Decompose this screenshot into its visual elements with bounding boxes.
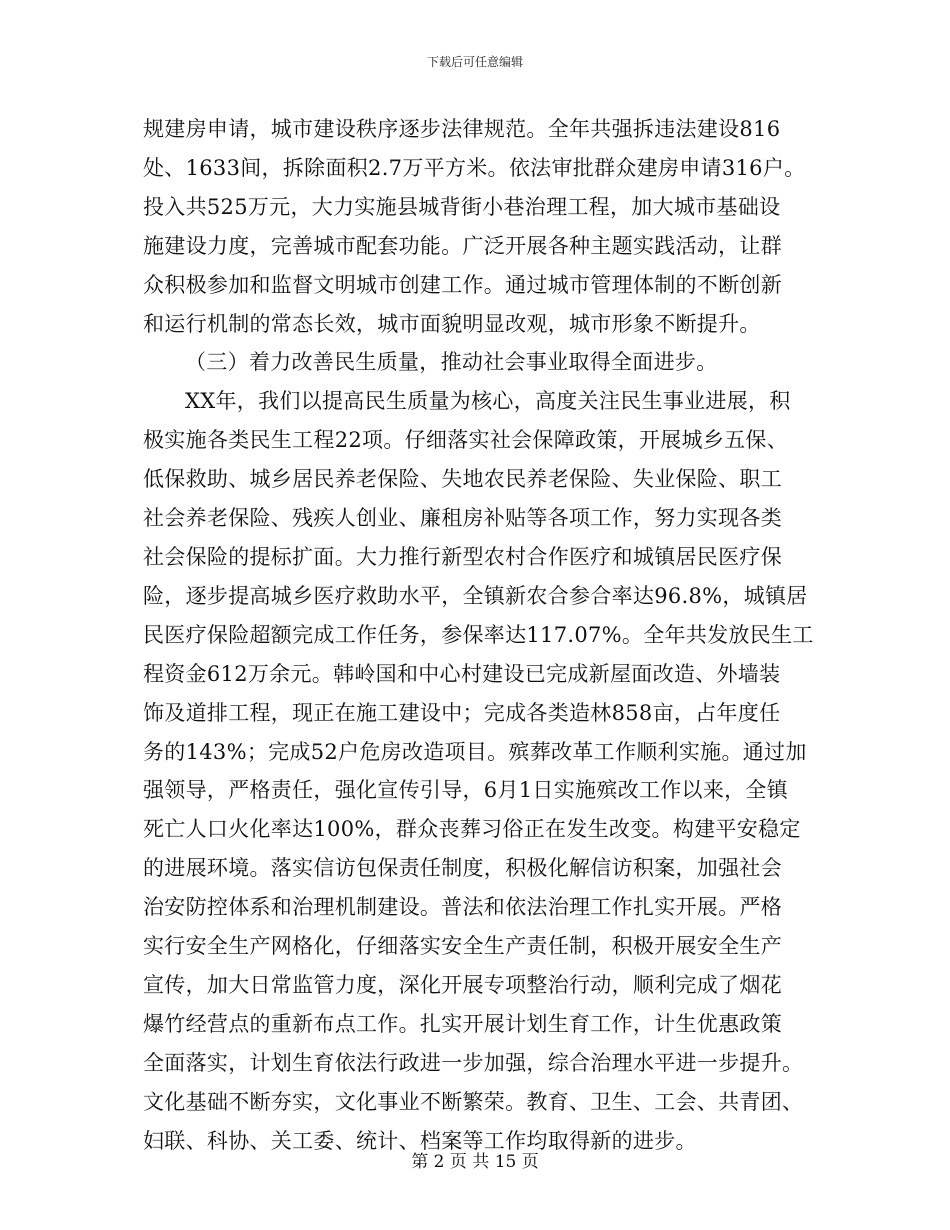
text-line: 强领导，严格责任，强化宣传引导，6月1日实施殡改工作以来，全镇 — [143, 778, 789, 803]
text-line: XX年，我们以提高民生质量为核心，高度关注民生事业进展，积 — [185, 389, 791, 414]
text-line: 规建房申请，城市建设秩序逐步法律规范。全年共强拆违法建设816 — [143, 117, 781, 141]
text-line: 爆竹经营点的重新布点工作。扎实开展计划生育工作，计生优惠政策 — [143, 1011, 782, 1036]
page-header-note: 下载后可任意编辑 — [426, 55, 523, 69]
text-line: 饰及道排工程，现正在施工建设中；完成各类造林858亩，占年度任 — [143, 700, 781, 725]
text-line: 程资金612万余元。韩岭国和中心村建设已完成新屋面改造、外墙装 — [143, 661, 781, 686]
text-line: 治安防控体系和治理机制建设。普法和依法治理工作扎实开展。严格 — [143, 895, 782, 920]
text-line: 投入共525万元，大力实施县城背街小巷治理工程，加大城市基础设 — [143, 194, 781, 219]
text-line: 全面落实，计划生育依法行政进一步加强，综合治理水平进一步提升。 — [143, 1050, 804, 1075]
text-line: 低保救助、城乡居民养老保险、失地农民养老保险、失业保险、职工 — [143, 467, 782, 492]
text-line: 施建设力度，完善城市配套功能。广泛开展各种主题实践活动，让群 — [143, 233, 782, 258]
text-line: 民医疗保险超额完成工作任务，参保率达117.07%。全年共发放民生工 — [143, 622, 814, 647]
text-line: 宣传，加大日常监管力度，深化开展专项整治行动，顺利完成了烟花 — [143, 972, 782, 997]
text-line: 众积极参加和监督文明城市创建工作。通过城市管理体制的不断创新 — [143, 272, 782, 297]
text-line: 务的143%；完成52户危房改造项目。殡葬改革工作顺利实施。通过加 — [143, 739, 807, 764]
text-line: 的进展环境。落实信访包保责任制度，积极化解信访积案，加强社会 — [143, 856, 782, 881]
text-line: 社会保险的提标扩面。大力推行新型农村合作医疗和城镇居民医疗保 — [143, 544, 782, 569]
text-line: 险，逐步提高城乡医疗救助水平，全镇新农合参合率达96.8%，城镇居 — [143, 583, 808, 608]
text-line: 死亡人口火化率达100%，群众丧葬习俗正在发生改变。构建平安稳定 — [143, 817, 801, 842]
text-line: 文化基础不断夯实，文化事业不断繁荣。教育、卫生、工会、共青团、 — [143, 1089, 804, 1114]
text-line: 和运行机制的常态长效，城市面貌明显改观，城市形象不断提升。 — [143, 311, 761, 336]
page-number: 第 2 页 共 15 页 — [411, 1152, 539, 1172]
text-line: 妇联、科协、关工委、统计、档案等工作均取得新的进步。 — [143, 1128, 697, 1153]
text-line: 实行安全生产网格化，仔细落实安全生产责任制，积极开展安全生产 — [143, 934, 782, 959]
text-line: 极实施各类民生工程22项。仔细落实社会保障政策，开展城乡五保、 — [143, 428, 789, 453]
document-body — [143, 110, 814, 1160]
section-heading: （三）着力改善民生质量，推动社会事业取得全面进步。 — [185, 350, 718, 375]
text-line: 社会养老保险、残疾人创业、廉租房补贴等各项工作，努力实现各类 — [143, 506, 782, 531]
text-line: 处、1633间，拆除面积2.7万平方米。依法审批群众建房申请316户。 — [143, 155, 806, 180]
